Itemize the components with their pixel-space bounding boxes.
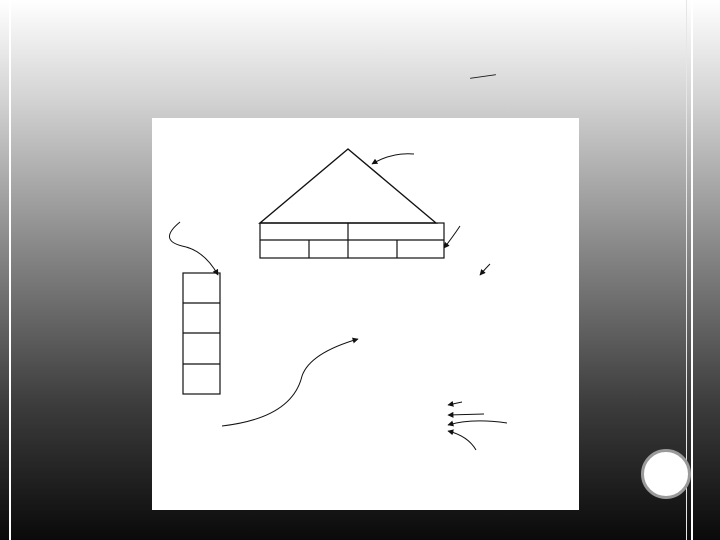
hoq-diagram xyxy=(152,118,579,510)
arrow-customer-needs xyxy=(169,222,218,275)
arrow-technical-correlations xyxy=(372,154,414,164)
slide-frame-right-line xyxy=(691,0,693,540)
arrow-priorities-3 xyxy=(448,421,507,425)
slide-nav-circle[interactable] xyxy=(641,449,691,499)
slide-frame-left-line xyxy=(9,0,11,540)
title-underline-stroke xyxy=(470,74,496,79)
arrow-competitive-benchmarks xyxy=(448,431,476,450)
technical-response-header xyxy=(260,223,444,258)
customer-needs-grid xyxy=(183,273,220,394)
arrow-planning-matrix xyxy=(480,264,490,275)
arrow-priorities-2 xyxy=(448,414,484,415)
hoq-diagram-svg xyxy=(152,118,579,510)
arrow-relationships xyxy=(222,339,358,426)
roof-correlation-matrix xyxy=(260,149,436,223)
arrow-technical-response xyxy=(444,226,460,248)
arrow-priorities-1 xyxy=(448,402,462,405)
